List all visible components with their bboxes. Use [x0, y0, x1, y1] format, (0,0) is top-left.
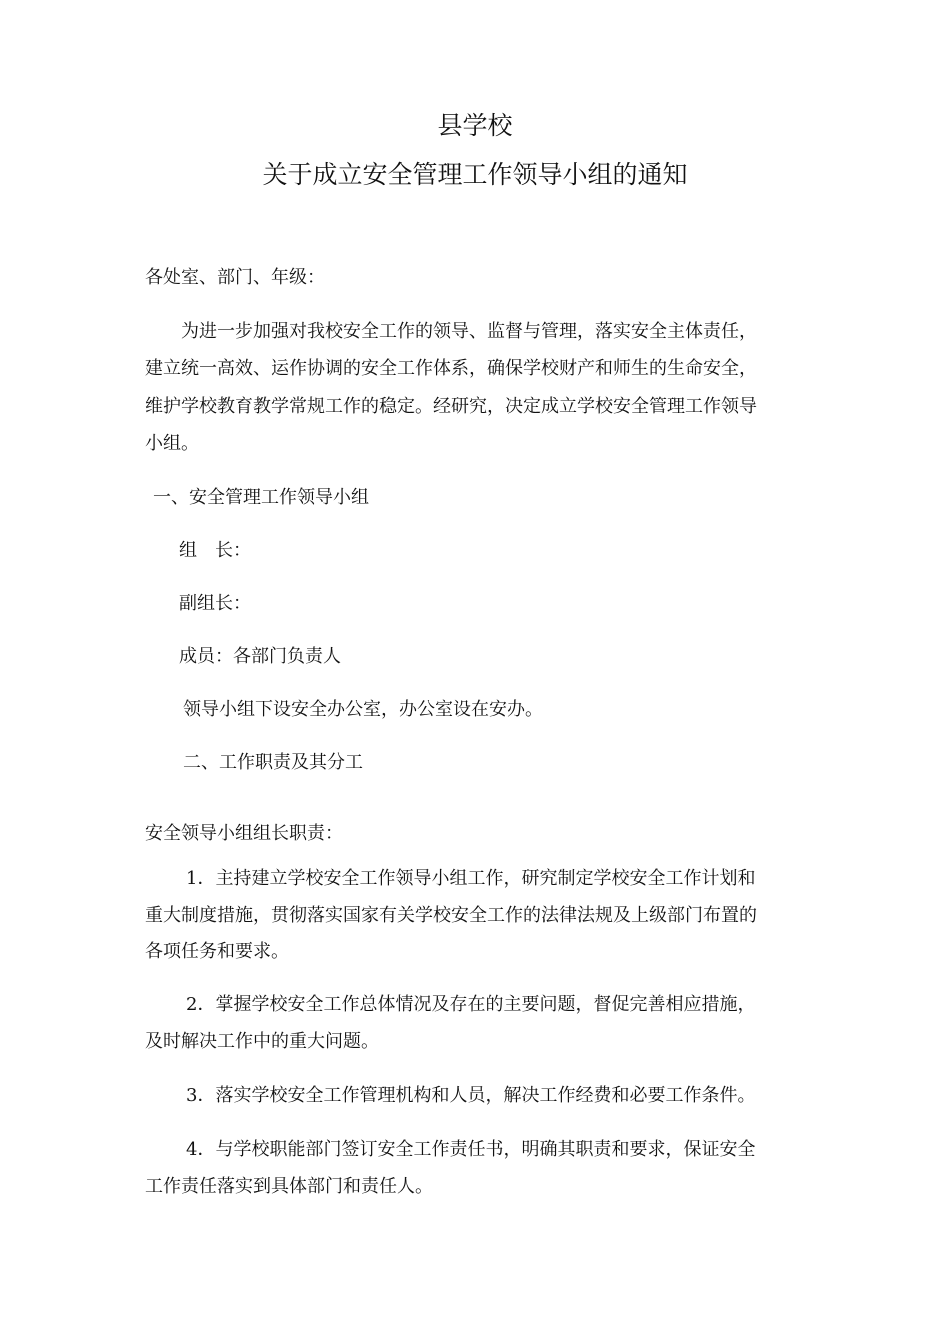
duty-item-1-line: 各项任务和要求。	[145, 941, 289, 962]
members: 成员：各部门负责人	[179, 646, 341, 667]
section2-heading: 二、工作职责及其分工	[183, 752, 363, 773]
group-leader: 组 长：	[179, 540, 251, 561]
duty-item-4-line: 工作责任落实到具体部门和责任人。	[145, 1176, 433, 1197]
deputy-leader: 副组长：	[179, 593, 251, 614]
duty-item-1-line: 重大制度措施，贯彻落实国家有关学校安全工作的法律法规及上级部门布置的	[145, 905, 757, 926]
duty-item-4-line: 4．与学校职能部门签订安全工作责任书，明确其职责和要求，保证安全	[186, 1139, 756, 1160]
duty-item-2-line: 2．掌握学校安全工作总体情况及存在的主要问题，督促完善相应措施，	[186, 994, 756, 1015]
office-note: 领导小组下设安全办公室，办公室设在安办。	[183, 699, 543, 720]
intro-line: 建立统一高效、运作协调的安全工作体系，确保学校财产和师生的生命安全，	[145, 358, 757, 379]
intro-line: 维护学校教育教学常规工作的稳定。经研究，决定成立学校安全管理工作领导	[145, 396, 757, 417]
intro-line: 为进一步加强对我校安全工作的领导、监督与管理，落实安全主体责任，	[181, 321, 757, 342]
school-name-title: 县学校	[437, 111, 513, 140]
duty-item-3-line: 3．落实学校安全工作管理机构和人员，解决工作经费和必要工作条件。	[186, 1085, 756, 1106]
duty-item-2-line: 及时解决工作中的重大问题。	[145, 1031, 379, 1052]
section1-heading: 一、安全管理工作领导小组	[153, 487, 369, 508]
salutation: 各处室、部门、年级：	[145, 267, 325, 288]
duty-item-1-line: 1．主持建立学校安全工作领导小组工作，研究制定学校安全工作计划和	[186, 868, 756, 889]
leader-duties-heading: 安全领导小组组长职责：	[145, 823, 343, 844]
notice-title: 关于成立安全管理工作领导小组的通知	[262, 160, 688, 189]
intro-line: 小组。	[145, 433, 199, 454]
